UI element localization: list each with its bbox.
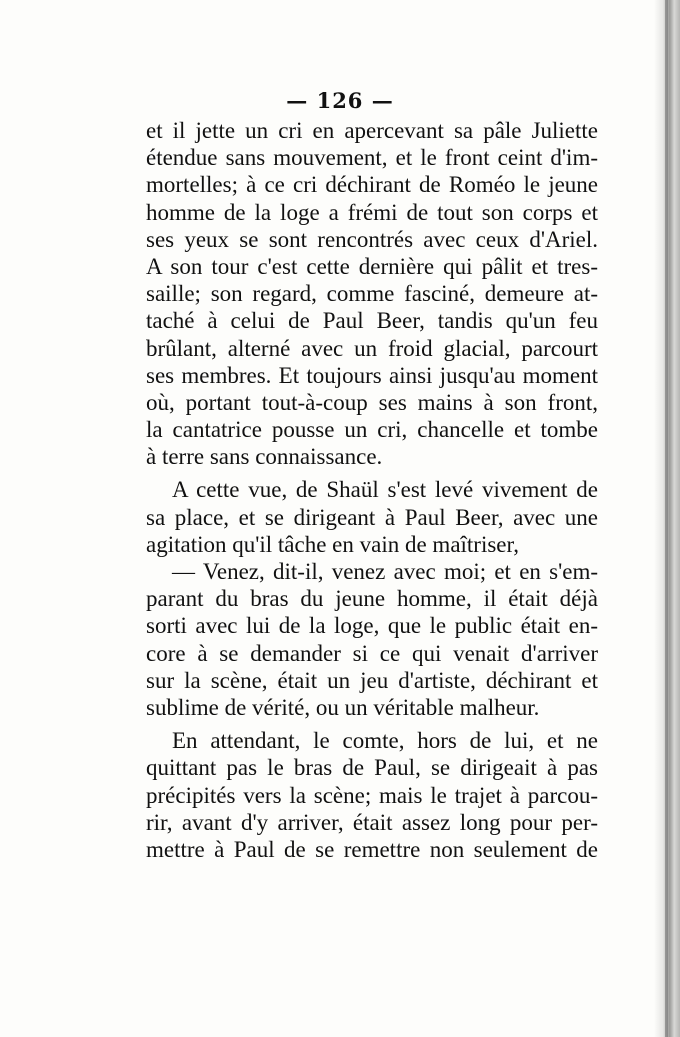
text-line: rir, avant d'y arriver, était assez long pour per- [146, 809, 598, 835]
text-line: et il jette un cri en apercevant sa pâle Juliette [146, 118, 598, 143]
text-line: parant du bras du jeune homme, il était déjà [146, 586, 598, 612]
text-line: sublime de vérité, ou un véritable malheur. [146, 694, 540, 720]
text-line: En attendant, le comte, hors de lui, et ne [172, 728, 598, 754]
page-number: — 126 — [286, 88, 394, 113]
text-line: ses yeux se sont rencontrés avec ceux d'Ariel. [146, 226, 598, 252]
binding-edge-line [665, 0, 668, 1037]
text-line: ses membres. Et toujours ainsi jusqu'au moment [146, 362, 598, 388]
text-line: core à se demander si ce qui venait d'arriver [146, 640, 598, 666]
text-line: où, portant tout-à-coup ses mains à son front, [146, 389, 598, 415]
text-line: précipités vers la scène; mais le trajet à parcou- [146, 782, 598, 808]
text-line: A cette vue, de Shaül s'est levé vivement de [172, 477, 598, 503]
text-line: quittant pas le bras de Paul, se dirigeait à pas [146, 755, 598, 781]
text-line: agitation qu'il tâche en vain de maîtriser, [146, 531, 520, 557]
text-line: sur la scène, était un jeu d'artiste, déchirant et [146, 667, 598, 693]
text-line: homme de la loge a frémi de tout son corps et [146, 199, 598, 225]
text-line: — Venez, dit-il, venez avec moi; et en s'em- [172, 559, 598, 584]
text-line: taché à celui de Paul Beer, tandis qu'un feu [146, 308, 598, 334]
text-line: sa place, et se dirigeant à Paul Beer, avec une [146, 504, 598, 530]
text-line: A son tour c'est cette dernière qui pâlit et tres- [146, 253, 598, 279]
text-line: à terre sans connaissance. [146, 444, 383, 470]
body-text [146, 117, 598, 863]
text-line: saille; son regard, comme fasciné, demeure at- [146, 281, 598, 307]
text-line: brûlant, alterné avec un froid glacial, parcourt [146, 335, 598, 361]
text-line: sorti avec lui de la loge, que le public était en- [146, 613, 598, 639]
text-line: mortelles; à ce cri déchirant de Roméo le jeune [146, 172, 598, 198]
text-line: mettre à Paul de se remettre non seulement de [146, 836, 598, 862]
text-line: la cantatrice pousse un cri, chancelle et tombe [146, 417, 598, 443]
text-line: étendue sans mouvement, et le front ceint d'im- [146, 145, 598, 171]
